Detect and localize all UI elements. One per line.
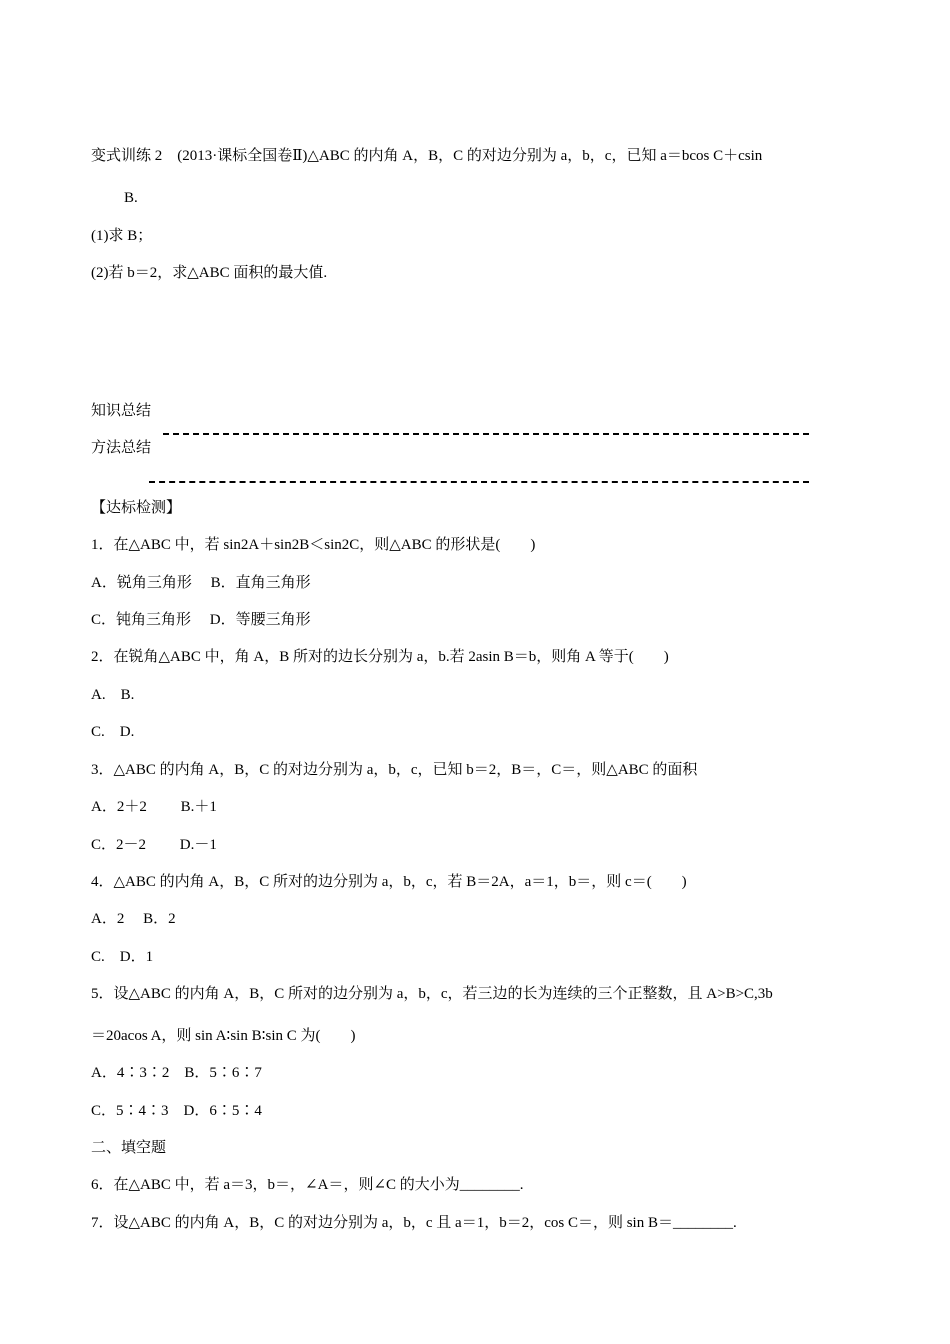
check-line: C．2－2 D.－1	[91, 837, 217, 853]
check-line: A．2 B．2	[91, 911, 176, 927]
variant-line-1: 变式训练 2 (2013·课标全国卷Ⅱ)△ABC 的内角 A，B，C 的对边分别为 a，b，c，已知 a＝bcos C＋csin	[91, 148, 763, 164]
check-line: A．锐角三角形 B．直角三角形	[91, 575, 311, 591]
check-line: C．5∶4∶3 D．6∶5∶4	[91, 1103, 262, 1119]
check-line: C. D．1	[91, 949, 154, 965]
check-line: ＝20acos A，则 sin A∶sin B∶sin C 为( )	[91, 1028, 356, 1044]
check-line: 6．在△ABC 中，若 a＝3，b＝，∠A＝，则∠C 的大小为________.	[91, 1177, 524, 1193]
check-line: 3．△ABC 的内角 A，B，C 的对边分别为 a，b，c，已知 b＝2，B＝，C＝，则△ABC 的面积	[91, 762, 698, 778]
method-summary-dashline	[149, 481, 809, 483]
check-line: C. D.	[91, 724, 135, 740]
check-line: A．4∶3∶2 B．5∶6∶7	[91, 1065, 262, 1081]
check-line: A．2＋2 B.＋1	[91, 799, 217, 815]
check-line: 二、填空题	[91, 1140, 167, 1156]
method-summary-label: 方法总结	[91, 440, 152, 456]
variant-line-2: B.	[124, 190, 138, 206]
knowledge-summary-dashline	[163, 433, 809, 435]
variant-question-1: (1)求 B；	[91, 228, 153, 244]
check-line: A. B.	[91, 687, 135, 703]
check-line: 2．在锐角△ABC 中，角 A，B 所对的边长分别为 a，b.若 2asin B＝b，则角 A 等于( )	[91, 649, 669, 665]
check-line: C．钝角三角形 D．等腰三角形	[91, 612, 311, 628]
check-line: 4．△ABC 的内角 A，B，C 所对的边分别为 a，b，c，若 B＝2A，a＝1，b＝，则 c＝( )	[91, 874, 687, 890]
check-line: 7．设△ABC 的内角 A，B，C 的对边分别为 a，b，c 且 a＝1，b＝2，cos C＝，则 sin B＝________.	[91, 1215, 737, 1231]
check-line: 1．在△ABC 中，若 sin2A＋sin2B＜sin2C，则△ABC 的形状是( )	[91, 537, 536, 553]
variant-question-2: (2)若 b＝2，求△ABC 面积的最大值.	[91, 265, 328, 281]
check-heading: 【达标检测】	[91, 500, 182, 516]
check-line: 5．设△ABC 的内角 A，B，C 所对的边分别为 a，b，c，若三边的长为连续的三个正整数，且 A>B>C,3b	[91, 986, 773, 1002]
knowledge-summary-label: 知识总结	[91, 403, 152, 419]
